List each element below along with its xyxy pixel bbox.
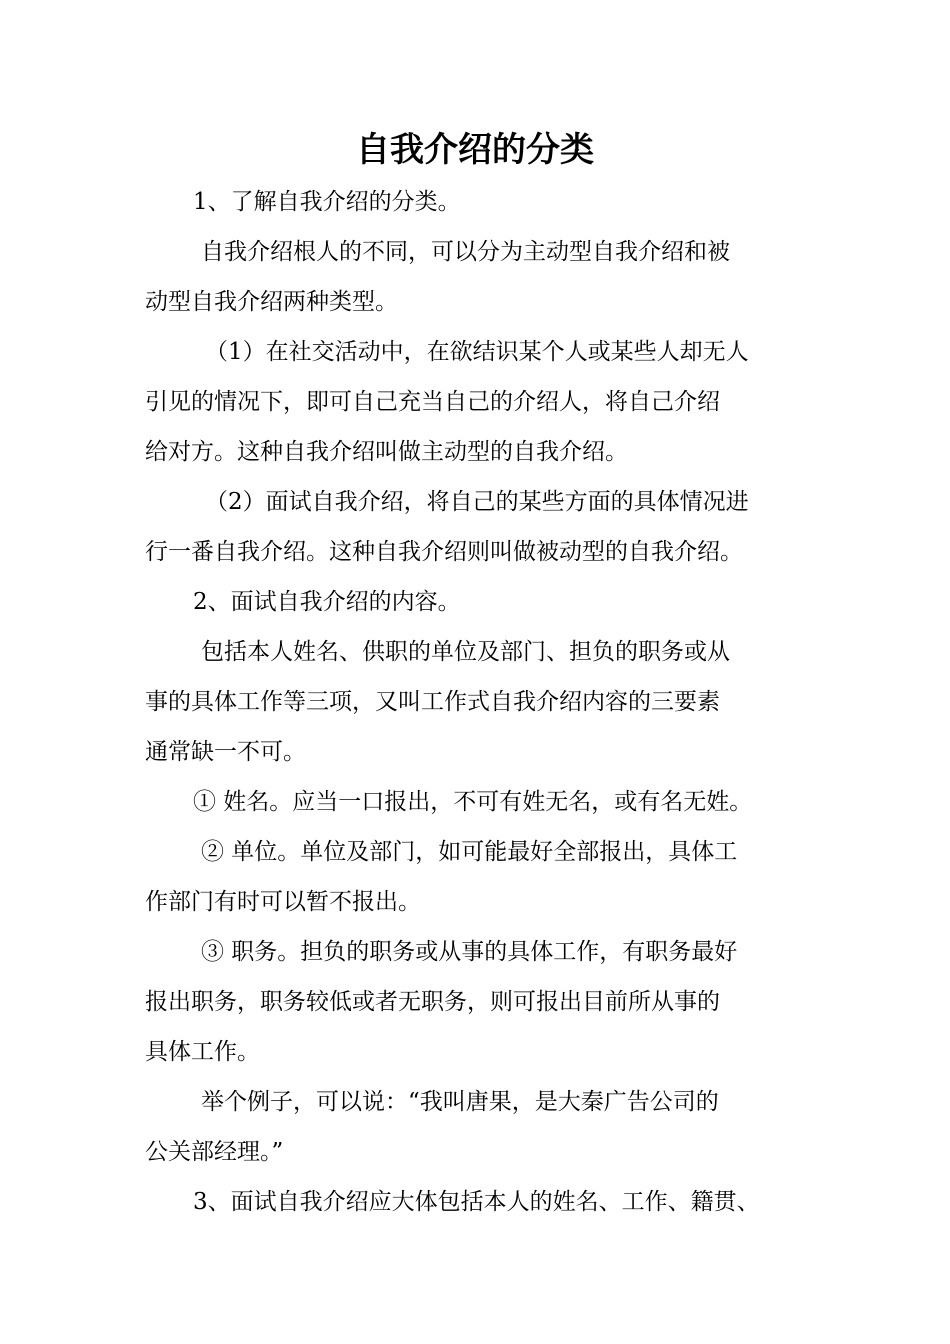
paragraph-line: 给对方。这种自我介绍叫做主动型的自我介绍。	[145, 439, 628, 465]
paragraph-line: 动型自我介绍两种类型。	[145, 289, 398, 315]
document-title: 自我介绍的分类	[356, 130, 594, 170]
paragraph-line: （2）面试自我介绍，将自己的某些方面的具体情况进	[205, 489, 749, 515]
paragraph-line: （1）在社交活动中，在欲结识某个人或某些人却无人	[205, 339, 749, 365]
list-item-unit: ② 单位。单位及部门，如可能最好全部报出，具体工	[201, 839, 738, 865]
paragraph-line: 自我介绍根人的不同，可以分为主动型自我介绍和被	[201, 239, 730, 265]
section-heading-3: 3、面试自我介绍应大体包括本人的姓名、工作、籍贯、	[193, 1189, 760, 1215]
list-item-name: ① 姓名。应当一口报出，不可有姓无名，或有名无姓。	[193, 789, 753, 815]
paragraph-line: 作部门有时可以暂不报出。	[145, 889, 421, 915]
document-body	[145, 177, 835, 1227]
paragraph-line: 包括本人姓名、供职的单位及部门、担负的职务或从	[201, 639, 730, 665]
paragraph-line: 引见的情况下，即可自己充当自己的介绍人，将自己介绍	[145, 389, 720, 415]
paragraph-line: 具体工作。	[145, 1039, 260, 1065]
example-line: 举个例子，可以说：“我叫唐果，是大秦广告公司的	[201, 1089, 719, 1115]
paragraph-line: 事的具体工作等三项，又叫工作式自我介绍内容的三要素	[145, 689, 720, 715]
section-heading-1: 1、了解自我介绍的分类。	[193, 189, 461, 215]
list-item-position: ③ 职务。担负的职务或从事的具体工作，有职务最好	[201, 939, 738, 965]
paragraph-line: 报出职务，职务较低或者无职务，则可报出目前所从事的	[145, 989, 720, 1015]
paragraph-line: 行一番自我介绍。这种自我介绍则叫做被动型的自我介绍。	[145, 539, 743, 565]
paragraph-line: 通常缺一不可。	[145, 739, 306, 765]
section-heading-2: 2、面试自我介绍的内容。	[193, 589, 461, 615]
example-line: 公关部经理。”	[145, 1139, 284, 1165]
